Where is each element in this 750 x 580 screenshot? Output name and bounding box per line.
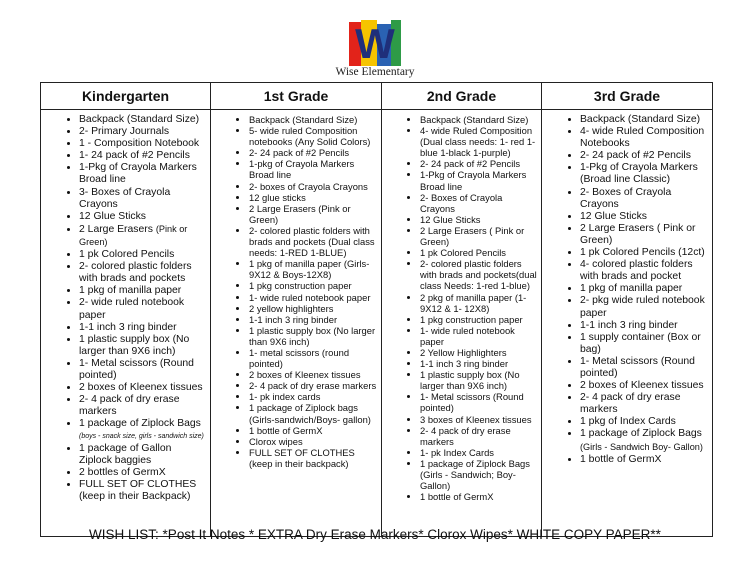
supply-item (420, 225, 537, 247)
supply-item (420, 114, 537, 125)
supply-item (79, 285, 206, 297)
supply-item-text: 2 Large Erasers (Pink or Green) (249, 202, 351, 225)
logo-letter: W (355, 20, 395, 66)
supply-item-text: 2 boxes of Kleenex tissues (249, 369, 361, 381)
supply-item (420, 125, 537, 158)
supply-item-text: 1- wide ruled notebook paper (249, 291, 371, 303)
supply-item-text: 1-Pkg of Crayola Markers (Broad line Classic) (580, 162, 698, 186)
2nd-grade-column (382, 110, 542, 537)
supply-item (79, 138, 206, 150)
school-logo (349, 20, 401, 66)
supply-item-text: 1-Pkg of Crayola Markers Broad line (79, 162, 197, 186)
supply-item-text: 1-1 inch 3 ring binder (249, 313, 338, 325)
supply-item-text: Backpack (Standard Size) (79, 114, 200, 125)
supply-item-text: 2- pkg wide ruled notebook paper (580, 295, 705, 319)
supply-item-text: 2 boxes of Kleenex tissues (79, 382, 203, 394)
supply-item-text: 2- Boxes of Crayola Crayons (580, 186, 672, 210)
supply-item (249, 292, 377, 303)
supply-item (580, 247, 708, 259)
supply-item-text: 1- Metal scissors (Round pointed) (420, 391, 524, 414)
supply-item (249, 314, 377, 325)
supply-item-text: 1 package of Ziplock Bags (580, 428, 702, 440)
supply-item-text: 1 pk Colored Pencils (420, 247, 506, 259)
supply-item (79, 479, 206, 503)
3rd-grade-list (542, 110, 712, 466)
supply-item-text: 1 pkg of manilla paper (Girls-9X12 & Boys-12X8) (249, 258, 370, 281)
supply-item-text: 1- pk Index Cards (420, 446, 494, 458)
supply-item-text: 1 pk Colored Pencils (79, 249, 175, 261)
supply-item (249, 114, 377, 125)
supply-item-text: 1-pkg of Crayola Markers Broad line (249, 158, 355, 181)
supply-item (420, 158, 537, 169)
supply-item-text: 2 bottles of GermX (79, 466, 166, 478)
supply-item-text: 2- 4 pack of dry erase markers (580, 392, 681, 416)
supply-item (580, 283, 708, 295)
supply-item (249, 181, 377, 192)
supply-item (580, 392, 708, 416)
supply-item (420, 314, 537, 325)
supply-item-text: 1- pk index cards (249, 391, 321, 403)
supply-item (580, 187, 708, 211)
supply-item (249, 147, 377, 158)
supply-item-text: 1 pkg of Index Cards (580, 416, 676, 428)
supply-item-text: Clorox wipes (249, 435, 303, 447)
supply-item-text: 1- metal scissors (round pointed) (249, 346, 350, 370)
supply-item-text: 1- Metal scissors (Round pointed) (79, 357, 194, 381)
supply-item (79, 162, 206, 186)
supply-item (580, 295, 708, 319)
supply-item-text: 2 yellow highlighters (249, 302, 334, 314)
supply-item-text: 1 pkg of manilla paper (580, 283, 683, 295)
supply-item (249, 258, 377, 280)
2nd-grade-list (382, 110, 541, 502)
supply-item (79, 126, 206, 138)
header-1st-grade: 1st Grade (211, 83, 382, 110)
supply-item (580, 259, 708, 283)
supply-item (420, 491, 537, 502)
supply-item (249, 125, 377, 147)
header-3rd-grade: 3rd Grade (542, 83, 713, 110)
supply-item-note: (Girls - Sandwich Boy- Gallon) (580, 441, 703, 452)
supply-item-text: 2- wide ruled notebook paper (79, 297, 185, 321)
supply-item (79, 114, 206, 126)
supply-item (79, 211, 206, 223)
supply-item (249, 280, 377, 291)
supply-item-text: 12 Glue Sticks (580, 210, 647, 222)
supply-item-text: 2 Large Erasers (79, 223, 153, 235)
supply-items-row (41, 110, 713, 537)
1st-grade-list (211, 110, 381, 469)
kindergarten-list (41, 110, 210, 503)
supply-item (249, 380, 377, 391)
supply-item-text: 1 supply container (Box or bag) (580, 331, 701, 355)
supply-item (79, 334, 206, 358)
supply-item (249, 347, 377, 369)
supply-item (249, 447, 377, 469)
supply-item-text: Backpack (Standard Size) (580, 114, 701, 125)
supply-item (79, 358, 206, 382)
supply-item-text: 1 plastic supply box (No larger than 9X6 inch) (249, 324, 376, 347)
supply-item (79, 297, 206, 321)
supply-item (580, 223, 708, 247)
supply-item-text: 2- Primary Journals (79, 126, 170, 138)
supply-item-subnote: (boys - snack size, girls - sandwich size) (79, 433, 204, 441)
supply-item (79, 418, 206, 442)
supply-item-text: 1-Pkg of Crayola Markers Broad line (420, 169, 527, 192)
supply-item (420, 458, 537, 491)
supply-item-text: 2- boxes of Crayola Crayons (249, 180, 368, 192)
supply-item-text: 12 glue sticks (249, 191, 306, 203)
supply-item-text: Backpack (Standard Size) (420, 114, 529, 125)
wish-list: WISH LIST: *Post It Notes * EXTRA Dry Erase Markers* Clorox Wipes* WHITE COPY PAPER** (89, 527, 661, 542)
supply-item-text: 4- wide Ruled Composition (Dual class needs: 1- red 1-blue 1-black 1-purple) (420, 125, 536, 159)
supply-item-text: 12 Glue Sticks (420, 213, 481, 225)
supply-item (580, 454, 708, 466)
supply-item-text: 2- 24 pack of #2 Pencils (420, 158, 521, 170)
supply-item-text: 2 Large Erasers ( Pink or Green) (580, 222, 696, 246)
supply-item-text: 1 package of Ziplock bags (Girls-sandwich/Boys- gallon) (249, 402, 371, 425)
supply-item (420, 369, 537, 391)
supply-item-text: 1 package of Ziplock Bags (79, 418, 201, 430)
supply-item-text: 2 Yellow Highlighters (420, 346, 507, 358)
supply-item (79, 249, 206, 261)
supply-item (420, 258, 537, 291)
supply-item (79, 223, 206, 249)
supply-item-text: Backpack (Standard Size) (249, 114, 358, 125)
supply-item (580, 211, 708, 223)
supply-item-text: 1 - Composition Notebook (79, 138, 200, 150)
supply-item-text: 1 pkg construction paper (420, 313, 523, 325)
supply-item (420, 414, 537, 425)
supply-item-text: 1 bottle of GermX (420, 491, 494, 503)
supply-item-text: 4- colored plastic folders with brads and pocket (580, 259, 693, 283)
supply-item-note: (Pink or Green) (79, 223, 188, 247)
supply-item (249, 203, 377, 225)
supply-item-text: 1 package of Ziplock Bags (Girls - Sandwich; Boy- Gallon) (420, 457, 530, 492)
1st-grade-column (211, 110, 382, 537)
supply-item-text: 3 boxes of Kleenex tissues (420, 413, 532, 425)
supply-item-text: 1-1 inch 3 ring binder (420, 358, 509, 370)
supply-item (420, 425, 537, 447)
supply-item-text: 2 boxes of Kleenex tissues (580, 380, 704, 392)
header-kindergarten: Kindergarten (41, 83, 211, 110)
supply-item-text: 1 bottle of GermX (249, 424, 323, 436)
supply-item-text: 3- Boxes of Crayola Crayons (79, 186, 171, 210)
supply-item (580, 126, 708, 150)
supply-item-text: FULL SET OF CLOTHES (keep in their backpack) (249, 446, 355, 469)
supply-item-text: 2- colored plastic folders with brads and pockets (Dual class needs: 1-RED 1-BLUE) (249, 224, 375, 259)
supply-item (580, 416, 708, 428)
supply-item (249, 225, 377, 258)
supply-item (420, 247, 537, 258)
supply-item (580, 162, 708, 186)
supply-item (249, 402, 377, 424)
supply-item-text: 1- wide ruled notebook paper (420, 324, 515, 347)
supply-item (420, 169, 537, 191)
supply-item (249, 192, 377, 203)
supply-item-text: 2- 24 pack of #2 Pencils (580, 150, 691, 162)
supply-item (79, 467, 206, 479)
supply-item (420, 447, 537, 458)
supply-item-text: 1 plastic supply box (No larger than 9X6 inch) (79, 333, 190, 357)
supply-item-text: 2- colored plastic folders with brads and pockets (79, 261, 192, 285)
supply-list-table (40, 82, 713, 537)
supply-item-text: 1- Metal scissors (Round pointed) (580, 355, 695, 379)
supply-item-text: 1 package of Gallon Ziplock baggies (79, 442, 172, 466)
supply-item-text: 5- wide ruled Composition notebooks (Any Solid Colors) (249, 125, 371, 148)
supply-item-text: 4- wide Ruled Composition Notebooks (580, 126, 705, 150)
supply-item (79, 150, 206, 162)
grade-header-row (41, 83, 713, 110)
supply-item-text: 1 plastic supply box (No larger than 9X6 inch) (420, 369, 520, 392)
supply-item (249, 303, 377, 314)
supply-item-text: FULL SET OF CLOTHES (keep in their Backpack) (79, 478, 197, 502)
supply-item-text: 1 pkg of manilla paper (79, 285, 182, 297)
supply-item-text: 1 pkg construction paper (249, 280, 352, 292)
supply-item (580, 380, 708, 392)
supply-item-text: 2- 4 pack of dry erase markers (420, 424, 511, 447)
supply-item (580, 320, 708, 332)
supply-item-text: 1 pk Colored Pencils (12ct) (580, 247, 705, 259)
supply-item (580, 150, 708, 162)
supply-item (580, 356, 708, 380)
supply-item-text: 1-1 inch 3 ring binder (580, 319, 678, 331)
supply-item (249, 158, 377, 180)
supply-item (420, 192, 537, 214)
supply-item (420, 391, 537, 413)
supply-item (79, 187, 206, 211)
supply-item-text: 2- 24 pack of #2 Pencils (249, 147, 350, 159)
supply-item (79, 394, 206, 418)
supply-item (420, 347, 537, 358)
header-2nd-grade: 2nd Grade (382, 83, 542, 110)
supply-item-text: 2- Boxes of Crayola Crayons (420, 191, 503, 214)
supply-item-text: 2- 4 pack of dry erase markers (249, 380, 377, 392)
supply-item-text: 1-1 inch 3 ring binder (79, 321, 177, 333)
supply-item (79, 443, 206, 467)
supply-item (420, 325, 537, 347)
supply-item-text: 2 pkg of manilla paper (1-9X12 & 1- 12X8) (420, 291, 527, 314)
school-name: Wise Elementary (335, 66, 415, 78)
supply-item (249, 425, 377, 436)
3rd-grade-column (542, 110, 713, 537)
supply-item-text: 2- colored plastic folders with brads and pockets(dual class Needs: 1-red 1-blue) (420, 258, 537, 292)
supply-item (249, 325, 377, 347)
supply-item (580, 114, 708, 126)
kindergarten-column (41, 110, 211, 537)
supply-item (79, 322, 206, 334)
supply-item (420, 358, 537, 369)
supply-item (249, 369, 377, 380)
supply-item-text: 1 bottle of GermX (580, 453, 662, 465)
supply-item (580, 428, 708, 453)
supply-item (249, 391, 377, 402)
supply-item (79, 261, 206, 285)
supply-item-text: 2 Large Erasers ( Pink or Green) (420, 224, 525, 248)
supply-item (79, 382, 206, 394)
supply-item (420, 292, 537, 314)
supply-item-text: 1- 24 pack of #2 Pencils (79, 150, 190, 162)
supply-item (249, 436, 377, 447)
supply-item (580, 332, 708, 356)
supply-item-text: 12 Glue Sticks (79, 210, 146, 222)
supply-item-text: 2- 4 pack of dry erase markers (79, 394, 180, 418)
supply-item (420, 214, 537, 225)
